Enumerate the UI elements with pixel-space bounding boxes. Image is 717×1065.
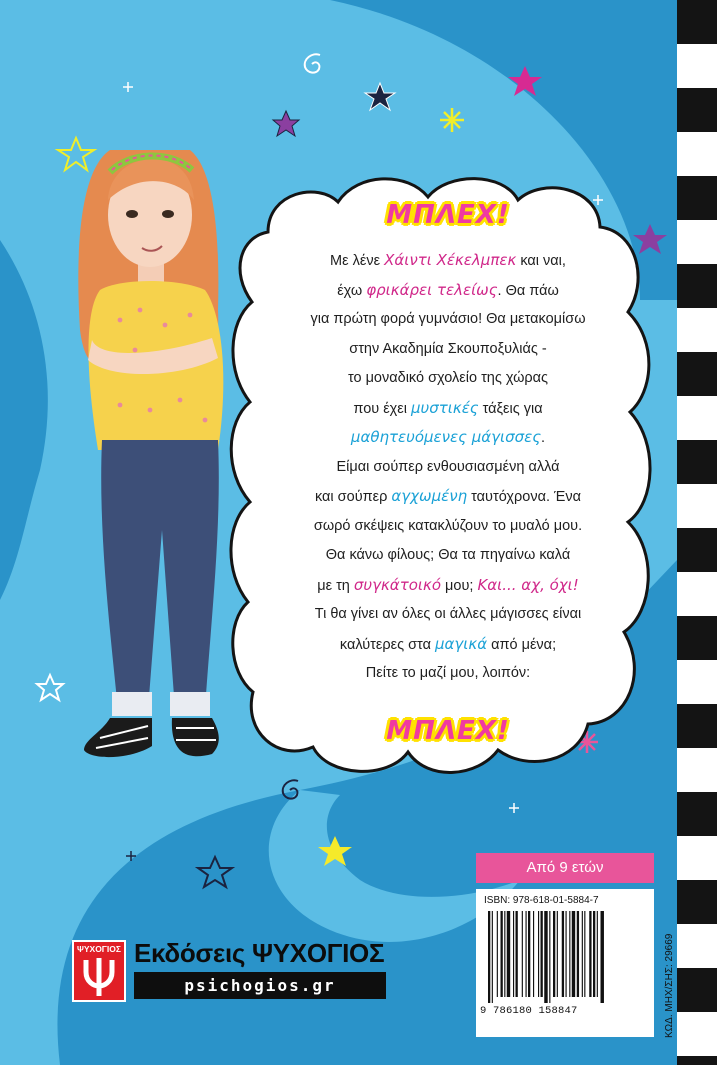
blurb-line: το μοναδικό σχολείο της χώρας [347, 370, 549, 386]
speech-bubble-text [258, 200, 638, 760]
blurb-line: έχω φρικάρει τελείως. Θα πάω [337, 280, 559, 299]
publisher-url[interactable]: psichogios.gr [134, 972, 386, 999]
sparkle-icon [509, 803, 519, 813]
blurb-line: και σούπερ αγχωμένη ταυτόχρονα. Ένα [314, 487, 582, 505]
blurb-line: καλύτερες στα μαγικά από μένα; [339, 634, 557, 653]
blurb-line: μαθητευόμενες μάγισσες. [350, 428, 546, 446]
side-stripes [677, 0, 717, 1065]
barcode-box [476, 889, 654, 1037]
blurb-line: στην Ακαδημία Σκουποξυλιάς - [349, 340, 547, 357]
sparkle-icon [440, 108, 464, 132]
blurb-line: σωρό σκέψεις κατακλύζουν το μυαλό μου. [313, 517, 583, 534]
blurb [258, 246, 638, 689]
blurb-line: Τι θα γίνει αν όλες οι άλλες μάγισσες είναι [314, 606, 582, 622]
sparkle-icon [123, 82, 133, 92]
blurb-line: Θα κάνω φίλους; Θα τα πηγαίνω καλά [325, 547, 571, 563]
publisher-name: Εκδόσεις ΨΥΧΟΓΙΟΣ [134, 938, 385, 968]
publisher-logo-text: ΨΥΧΟΓΙΟΣ [76, 944, 121, 954]
star-icon [508, 66, 542, 96]
spiral-icon [305, 54, 320, 72]
blurb-line: που έχει μυστικές τάξεις για [353, 398, 543, 417]
title-bottom: ΜΠΛΕΧ! [386, 716, 510, 746]
star-icon [198, 857, 232, 887]
title-top: ΜΠΛΕΧ! [386, 200, 510, 230]
star-icon [318, 836, 352, 866]
isbn-label: ISBN: 978-618-01-5884-7 [484, 895, 599, 906]
blurb-line: Πείτε το μαζί μου, λοιπόν: [365, 665, 531, 681]
sparkle-icon [126, 851, 136, 861]
blurb-line: Με λένε Χάιντι Χέκελμπεκ και ναι, [330, 251, 566, 269]
product-code: ΚΩΔ. ΜΗΧ/ΣΗΣ: 29669 [664, 933, 675, 1038]
blurb-line: για πρώτη φορά γυμνάσιο! Θα μετακομίσω [310, 311, 586, 327]
star-icon [273, 111, 299, 136]
barcode-number: 9 786180 158847 [480, 1005, 578, 1017]
age-badge: Από 9 ετών [476, 853, 654, 883]
blurb-line: με τη συγκάτοικό μου; Και... αχ, όχι! [317, 575, 579, 594]
barcode-icon [486, 911, 644, 1003]
star-icon [365, 83, 395, 110]
girl-illustration [40, 110, 250, 810]
blurb-line: Είμαι σούπερ ενθουσιασμένη αλλά [336, 458, 560, 475]
psi-logo-icon [72, 940, 126, 1002]
